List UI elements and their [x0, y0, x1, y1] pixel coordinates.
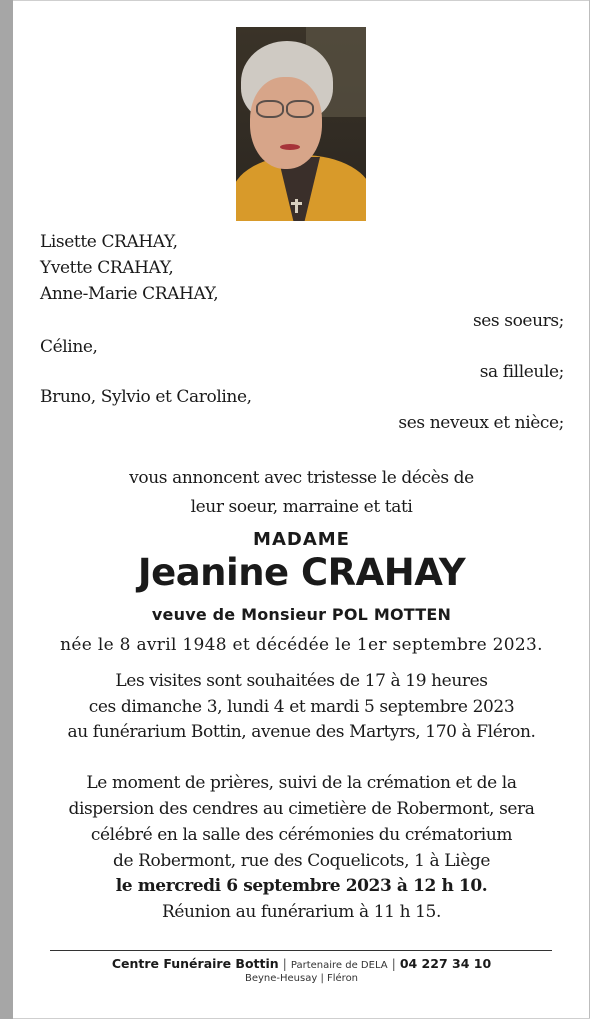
announce-line-2: leur soeur, marraine et tati [190, 497, 413, 517]
ceremony-date-time: le mercredi 6 septembre 2023 à 12 h 10. [115, 876, 488, 896]
family-member-5: Bruno, Sylvio et Caroline, [40, 387, 252, 407]
deceased-dates: née le 8 avril 1948 et décédée le 1er septembre 2023. [60, 635, 543, 655]
visits-line-3: au funérarium Bottin, avenue des Martyrs, 170 à Fléron. [67, 722, 536, 742]
ceremony-line-4: de Robermont, rue des Coquelicots, 1 à Liège [112, 851, 491, 871]
partner-label: Partenaire de DELA [290, 960, 388, 971]
left-border-bar [0, 0, 13, 1019]
ceremony-line-3: célébré en la salle des cérémonies du crématorium [90, 825, 513, 845]
footer-separator: | [282, 956, 287, 971]
visits-line-2: ces dimanche 3, lundi 4 et mardi 5 septembre 2023 [88, 697, 515, 717]
family-member-1: Lisette CRAHAY, [40, 232, 178, 252]
funeral-home-phone: 04 227 34 10 [399, 956, 492, 971]
footer-divider [50, 950, 552, 951]
funeral-home-name: Centre Funéraire Bottin [111, 956, 279, 971]
ceremony-gathering: Réunion au funérarium à 11 h 15. [162, 902, 441, 922]
portrait-photo [236, 27, 366, 221]
ceremony-line-1: Le moment de prières, suivi de la crémation et de la [86, 773, 517, 793]
footer-separator: | [391, 956, 396, 971]
relation-sisters: ses soeurs; [472, 311, 564, 331]
relation-nephews-niece: ses neveux et nièce; [398, 413, 564, 433]
top-border [13, 0, 590, 1]
ceremony-line-2: dispersion des cendres au cimetière de Robermont, sera [68, 799, 535, 819]
visits-line-1: Les visites sont souhaitées de 17 à 19 heures [115, 671, 488, 691]
family-member-2: Yvette CRAHAY, [40, 258, 174, 278]
deceased-title: MADAME [253, 529, 350, 550]
deceased-name: Jeanine CRAHAY [137, 551, 466, 594]
deceased-widow-of: veuve de Monsieur POL MOTTEN [151, 605, 452, 624]
funeral-home-locations: Beyne-Heusay | Fléron [244, 973, 359, 984]
family-member-4: Céline, [40, 337, 98, 357]
announce-line-1: vous annoncent avec tristesse le décès de [129, 468, 474, 488]
family-member-3: Anne-Marie CRAHAY, [40, 284, 219, 304]
relation-goddaughter: sa filleule; [479, 362, 564, 382]
